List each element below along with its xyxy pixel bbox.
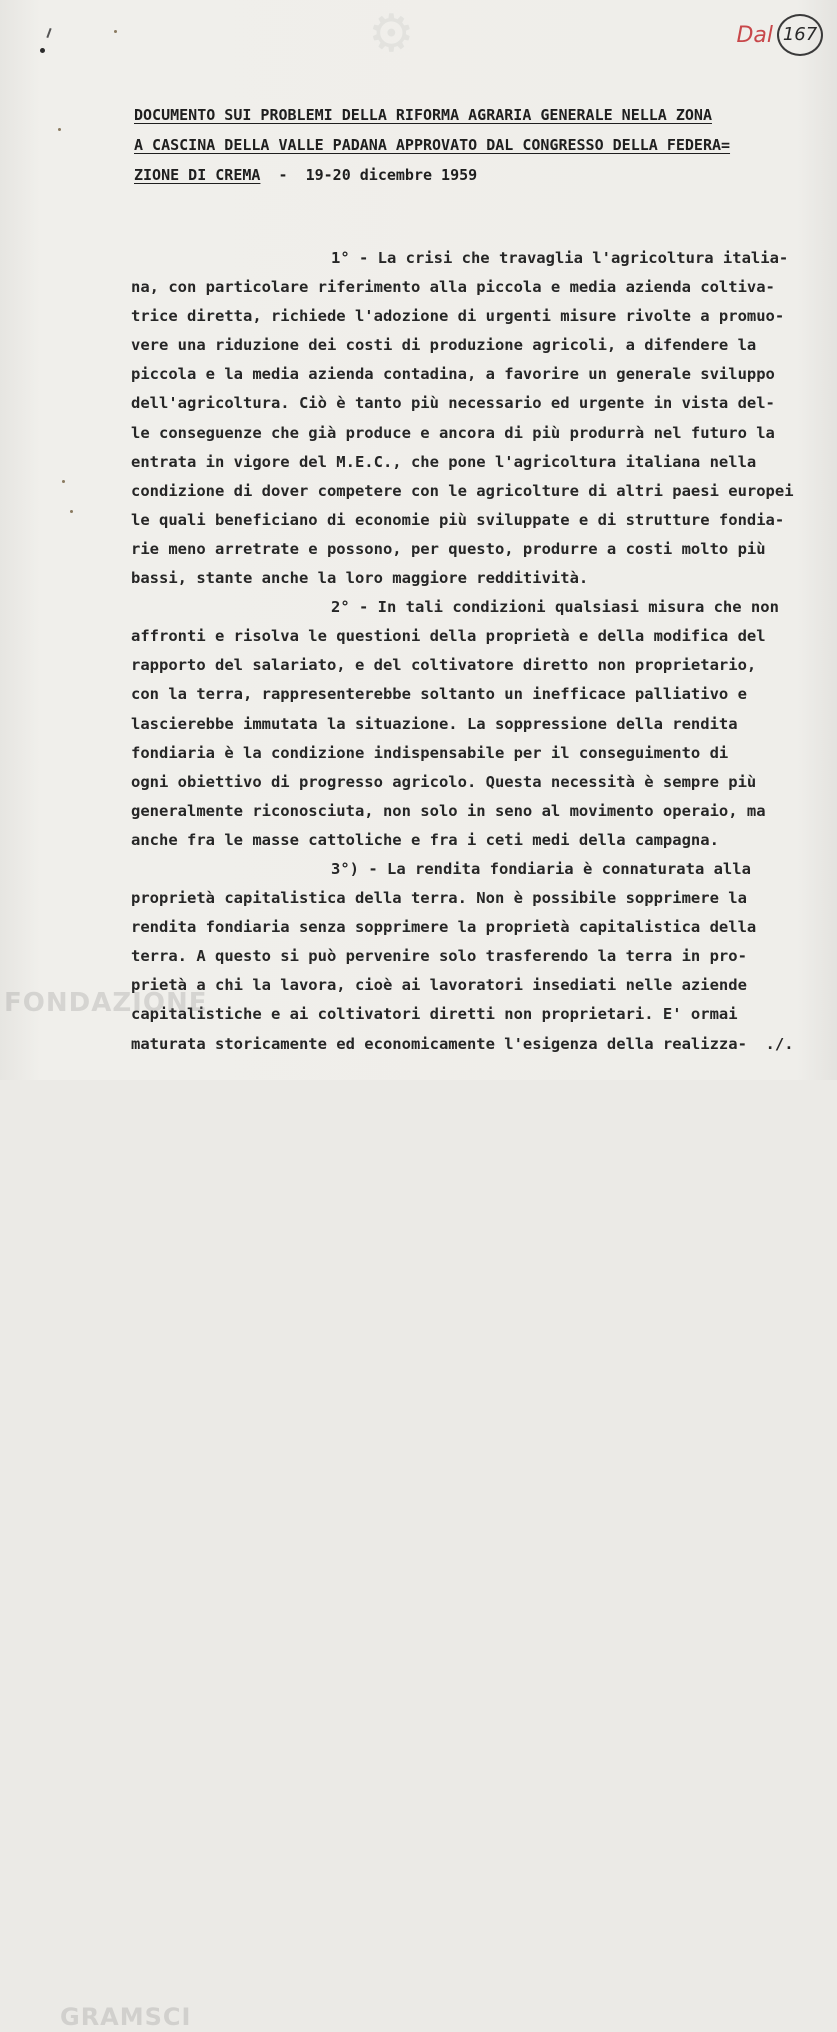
body-line: affronti e risolva le questioni della proprietà e della modifica del — [131, 627, 766, 646]
body-line: le conseguenze che già produce e ancora di più produrrà nel futuro la — [131, 423, 775, 442]
body-line: rie meno arretrate e possono, per questo, produrre a costi molto più — [131, 539, 766, 558]
stain-dot — [58, 128, 61, 131]
title-date: - 19-20 dicembre 1959 — [260, 166, 478, 184]
ink-mark — [46, 28, 51, 38]
body-line: proprietà capitalistica della terra. Non è possibile sopprimere la — [131, 889, 747, 908]
body-line: capitalistiche e ai coltivatori diretti non proprietari. E' ormai — [131, 1005, 738, 1024]
body-line: bassi, stante anche la loro maggiore redditività. — [131, 569, 589, 588]
body-line: le quali beneficiano di economie più sviluppate e di strutture fondia- — [131, 510, 785, 529]
body-line: na, con particolare riferimento alla piccola e media azienda coltiva- — [131, 278, 775, 297]
title-line-3 — [134, 160, 794, 190]
body-line: trice diretta, richiede l'adozione di urgenti misure rivolte a promuo- — [131, 307, 785, 326]
title-line-2: A CASCINA DELLA VALLE PADANA APPROVATO DAL CONGRESSO DELLA FEDERA= — [134, 136, 731, 154]
watermark-line-1: FONDAZIONE — [4, 988, 208, 1018]
body-line: prietà a chi la lavora, cioè ai lavoratori insediati nelle aziende — [131, 976, 747, 995]
page-number-circled: 167 — [777, 14, 823, 56]
body-line: piccola e la media azienda contadina, a favorire un generale sviluppo — [131, 365, 775, 384]
document-body — [131, 244, 803, 1059]
body-line: maturata storicamente ed economicamente l'esigenza della realizza- ./. — [131, 1034, 794, 1053]
body-line: vere una riduzione dei costi di produzione agricoli, a difendere la — [131, 336, 757, 355]
body-line: anche fra le masse cattoliche e fra i ceti medi della campagna. — [131, 830, 719, 849]
document-title — [134, 100, 794, 190]
title-underlined-part: ZIONE DI CREMA — [134, 166, 261, 184]
body-line: 2° - In tali condizioni qualsiasi misura che non — [331, 598, 779, 617]
handwritten-annotation — [736, 14, 823, 56]
body-line: fondiaria è la condizione indispensabile per il conseguimento di — [131, 743, 729, 762]
body-line: dell'agricoltura. Ciò è tanto più necessario ed urgente in vista del- — [131, 394, 775, 413]
body-line: lascierebbe immutata la situazione. La soppressione della rendita — [131, 714, 738, 733]
watermark-logo — [4, 988, 208, 2031]
annotation-text: Dal — [736, 22, 773, 48]
body-line: ogni obiettivo di progresso agricolo. Questa necessità è sempre più — [131, 772, 757, 791]
bleed-through-stamp: ⚙ — [368, 4, 415, 64]
body-line: 1° - La crisi che travaglia l'agricoltura italia- — [331, 249, 789, 267]
body-line: con la terra, rappresenterebbe soltanto un inefficace palliativo e — [131, 685, 747, 704]
stain-dot — [114, 30, 117, 33]
title-line-1: DOCUMENTO SUI PROBLEMI DELLA RIFORMA AGRARIA GENERALE NELLA ZONA — [134, 106, 712, 124]
body-line: 3°) - La rendita fondiaria è connaturata alla — [331, 859, 751, 878]
ink-dot — [40, 48, 45, 53]
stain-dot — [62, 480, 65, 483]
stain-dot — [70, 510, 73, 513]
body-line: entrata in vigore del M.E.C., che pone l'agricoltura italiana nella — [131, 452, 757, 471]
body-line: terra. A questo si può pervenire solo trasferendo la terra in pro- — [131, 947, 747, 966]
body-line: rendita fondiaria senza sopprimere la proprietà capitalistica della — [131, 918, 757, 937]
body-line: condizione di dover competere con le agricolture di altri paesi europei — [131, 481, 794, 500]
body-line: generalmente riconosciuta, non solo in seno al movimento operaio, ma — [131, 801, 766, 820]
watermark-line-2: GRAMSCI — [60, 2003, 192, 2031]
body-line: rapporto del salariato, e del coltivatore diretto non proprietario, — [131, 656, 757, 675]
